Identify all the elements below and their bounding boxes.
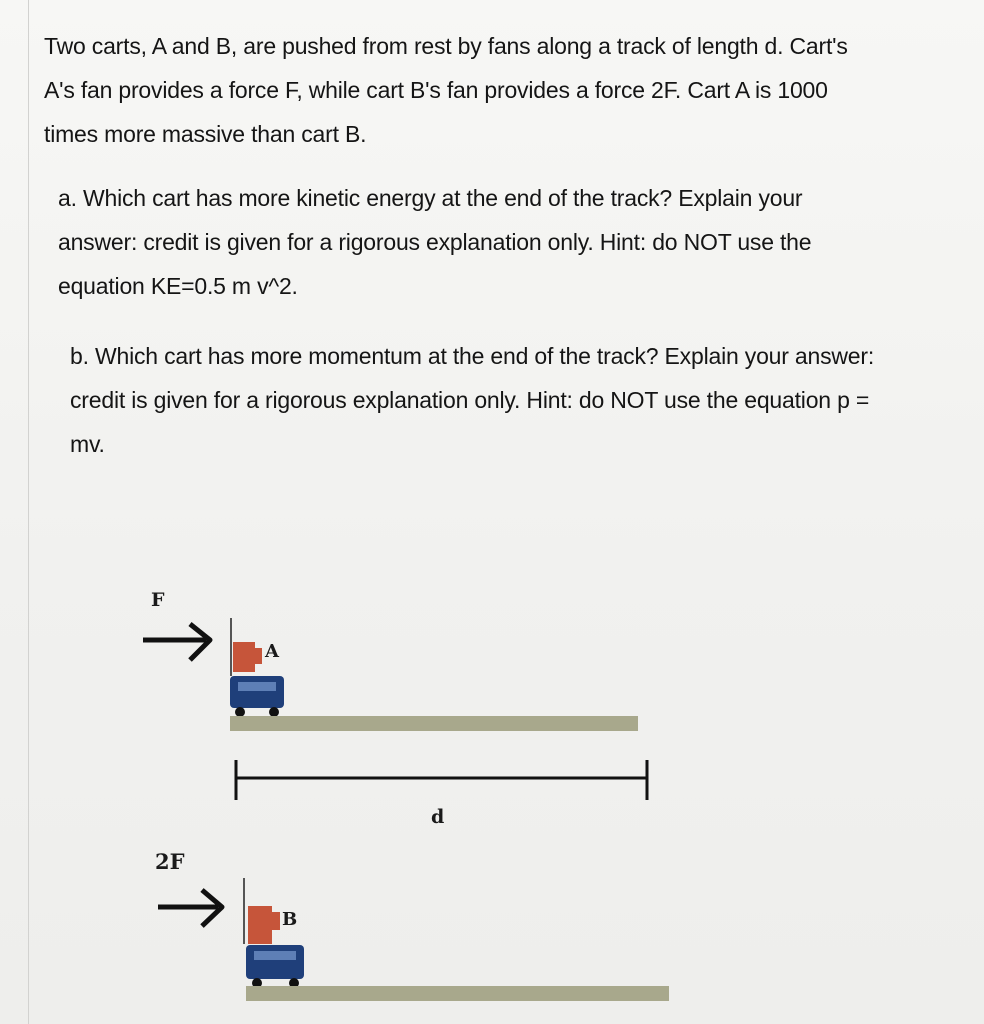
cart-b-panel (254, 951, 296, 960)
question-b-line: b. Which cart has more momentum at the end of the track? Explain your answer: (70, 343, 875, 369)
intro-line: Two carts, A and B, are pushed from rest by fans along a track of length d. Cart's (44, 33, 848, 59)
fan-a-icon (233, 642, 255, 672)
cart-b-body (246, 945, 304, 979)
length-label: d (431, 806, 445, 828)
force-a-label: F (151, 589, 165, 611)
cart-b (244, 878, 304, 988)
force-b-arrow (158, 890, 222, 926)
cart-a-label: A (265, 641, 279, 662)
cart-a-wheel (269, 707, 279, 717)
cart-b-label: B (282, 909, 298, 930)
fan-b-motor (272, 912, 280, 930)
fan-b-icon (248, 906, 272, 944)
length-dimension (236, 760, 647, 800)
question-a-line: equation KE=0.5 m v^2. (58, 273, 298, 299)
force-a-arrow (143, 624, 210, 660)
track-b (246, 986, 669, 1001)
force-b-label: 2F (155, 849, 185, 874)
track-a (230, 716, 638, 731)
question-b-line: mv. (70, 431, 105, 457)
fan-a-motor (255, 648, 262, 664)
cart-a-panel (238, 682, 276, 691)
cart-a (230, 618, 284, 717)
question-a-line: answer: credit is given for a rigorous explanation only. Hint: do NOT use the (58, 229, 812, 255)
cart-a-wheel (235, 707, 245, 717)
question-b-line: credit is given for a rigorous explanation only. Hint: do NOT use the equation p = (70, 387, 870, 413)
intro-line: times more massive than cart B. (44, 121, 367, 147)
intro-line: A's fan provides a force F, while cart B's fan provides a force 2F. Cart A is 1000 (44, 77, 828, 103)
question-a-line: a. Which cart has more kinetic energy at the end of the track? Explain your (58, 185, 803, 211)
cart-a-body (230, 676, 284, 708)
